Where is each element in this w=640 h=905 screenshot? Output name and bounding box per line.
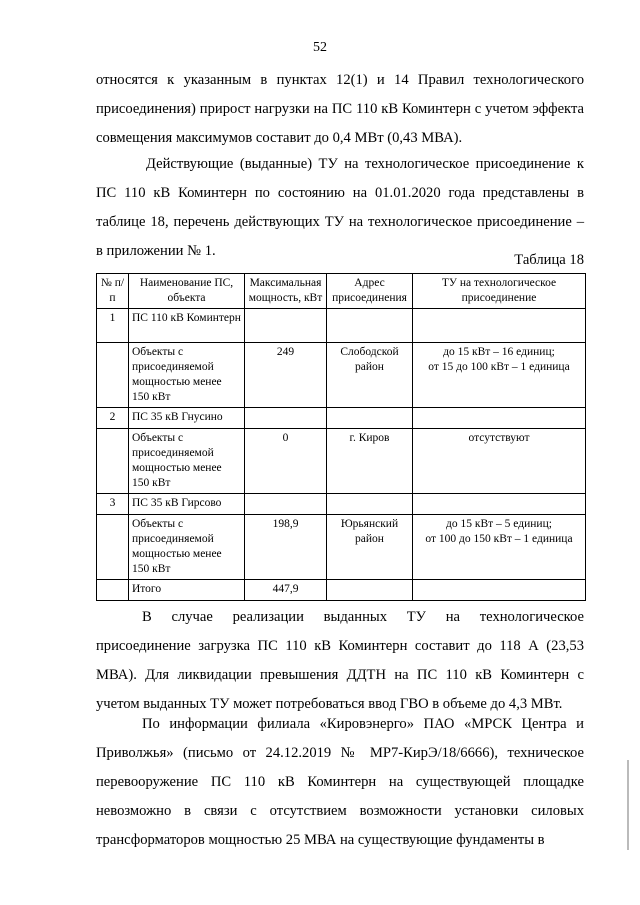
table-row bbox=[97, 408, 586, 429]
cell-tu bbox=[413, 309, 586, 343]
cell-power: 447,9 bbox=[245, 580, 327, 601]
cell-tu bbox=[413, 515, 586, 580]
table-caption: Таблица 18 bbox=[514, 252, 584, 268]
cell-tu bbox=[413, 408, 586, 429]
paragraph-4: По информации филиала «Кировэнерго» ПАО «МРСК Центра и Приволжья» (письмо от 24.12.2019 № МР7-КирЭ/18/6666), техническое перевооружение ПС 110 кВ Коминтерн на существующей площадке невозможно в связи с отсутствием возможности установки силовых трансформаторов мощностью 25 МВА на существующие фундаменты в bbox=[96, 716, 584, 848]
cell-address bbox=[327, 494, 413, 515]
cell-tu-line-1: до 15 кВт – 5 единиц; bbox=[446, 518, 552, 530]
cell-tu bbox=[413, 580, 586, 601]
cell-tu: отсутствуют bbox=[413, 429, 586, 494]
cell-name: Итого bbox=[129, 580, 245, 601]
table-row bbox=[97, 429, 586, 494]
cell-power bbox=[245, 309, 327, 343]
cell-tu-line-1: до 15 кВт – 16 единиц; bbox=[443, 346, 555, 358]
table-row bbox=[97, 343, 586, 408]
scan-edge-mark bbox=[627, 760, 629, 850]
cell-address bbox=[327, 309, 413, 343]
cell-power bbox=[245, 494, 327, 515]
cell-name: ПС 35 кВ Гнусино bbox=[129, 408, 245, 429]
header-tu: ТУ на технологическое присоединение bbox=[413, 274, 586, 309]
table-row bbox=[97, 515, 586, 580]
cell-name: ПС 35 кВ Гирсово bbox=[129, 494, 245, 515]
cell-num: 2 bbox=[97, 408, 129, 429]
cell-name: Объекты с присоединяемой мощностью менее 150 кВт bbox=[129, 343, 245, 408]
cell-name: ПС 110 кВ Коминтерн bbox=[129, 309, 245, 343]
table-row bbox=[97, 494, 586, 515]
cell-tu bbox=[413, 343, 586, 408]
cell-address: Юрьянский район bbox=[327, 515, 413, 580]
cell-address bbox=[327, 580, 413, 601]
cell-power: 249 bbox=[245, 343, 327, 408]
table-18 bbox=[96, 273, 586, 601]
cell-address: г. Киров bbox=[327, 429, 413, 494]
paragraph-3: В случае реализации выданных ТУ на технологическое присоединение загрузка ПС 110 кВ Коминтерн составит до 118 А (23,53 МВА). Для ликвидации превышения ДДТН на ПС 110 кВ Коминтерн с учетом выданных ТУ может потребоваться ввод ГВО в объеме до 4,3 МВт. bbox=[96, 609, 584, 712]
table-header-row bbox=[97, 274, 586, 309]
cell-tu-line-2: от 15 до 100 кВт – 1 единица bbox=[428, 361, 570, 373]
cell-num: 3 bbox=[97, 494, 129, 515]
cell-num bbox=[97, 343, 129, 408]
cell-num bbox=[97, 429, 129, 494]
cell-name: Объекты с присоединяемой мощностью менее 150 кВт bbox=[129, 429, 245, 494]
header-num: № п/п bbox=[97, 274, 129, 309]
cell-address: Слободской район bbox=[327, 343, 413, 408]
cell-name: Объекты с присоединяемой мощностью менее 150 кВт bbox=[129, 515, 245, 580]
cell-tu bbox=[413, 494, 586, 515]
header-address: Адрес присоединения bbox=[327, 274, 413, 309]
page-number: 52 bbox=[313, 40, 327, 55]
cell-power: 198,9 bbox=[245, 515, 327, 580]
cell-num bbox=[97, 580, 129, 601]
table-row bbox=[97, 309, 586, 343]
paragraph-2: Действующие (выданные) ТУ на технологическое присоединение к ПС 110 кВ Коминтерн по состоянию на 01.01.2020 года представлены в таблице 18, перечень действующих ТУ на технологическое присоединение – в приложении № 1. bbox=[96, 156, 584, 259]
cell-tu-line-2: от 100 до 150 кВт – 1 единица bbox=[425, 533, 573, 545]
cell-num: 1 bbox=[97, 309, 129, 343]
paragraph-1: относятся к указанным в пунктах 12(1) и 14 Правил технологического присоединения) прирост нагрузки на ПС 110 кВ Коминтерн с учетом эффекта совмещения максимумов составит до 0,4 МВт (0,43 МВА). bbox=[96, 72, 584, 146]
header-name: Наименование ПС, объекта bbox=[129, 274, 245, 309]
header-power: Максимальная мощность, кВт bbox=[245, 274, 327, 309]
cell-address bbox=[327, 408, 413, 429]
cell-power bbox=[245, 408, 327, 429]
cell-power: 0 bbox=[245, 429, 327, 494]
table-total-row bbox=[97, 580, 586, 601]
cell-num bbox=[97, 515, 129, 580]
